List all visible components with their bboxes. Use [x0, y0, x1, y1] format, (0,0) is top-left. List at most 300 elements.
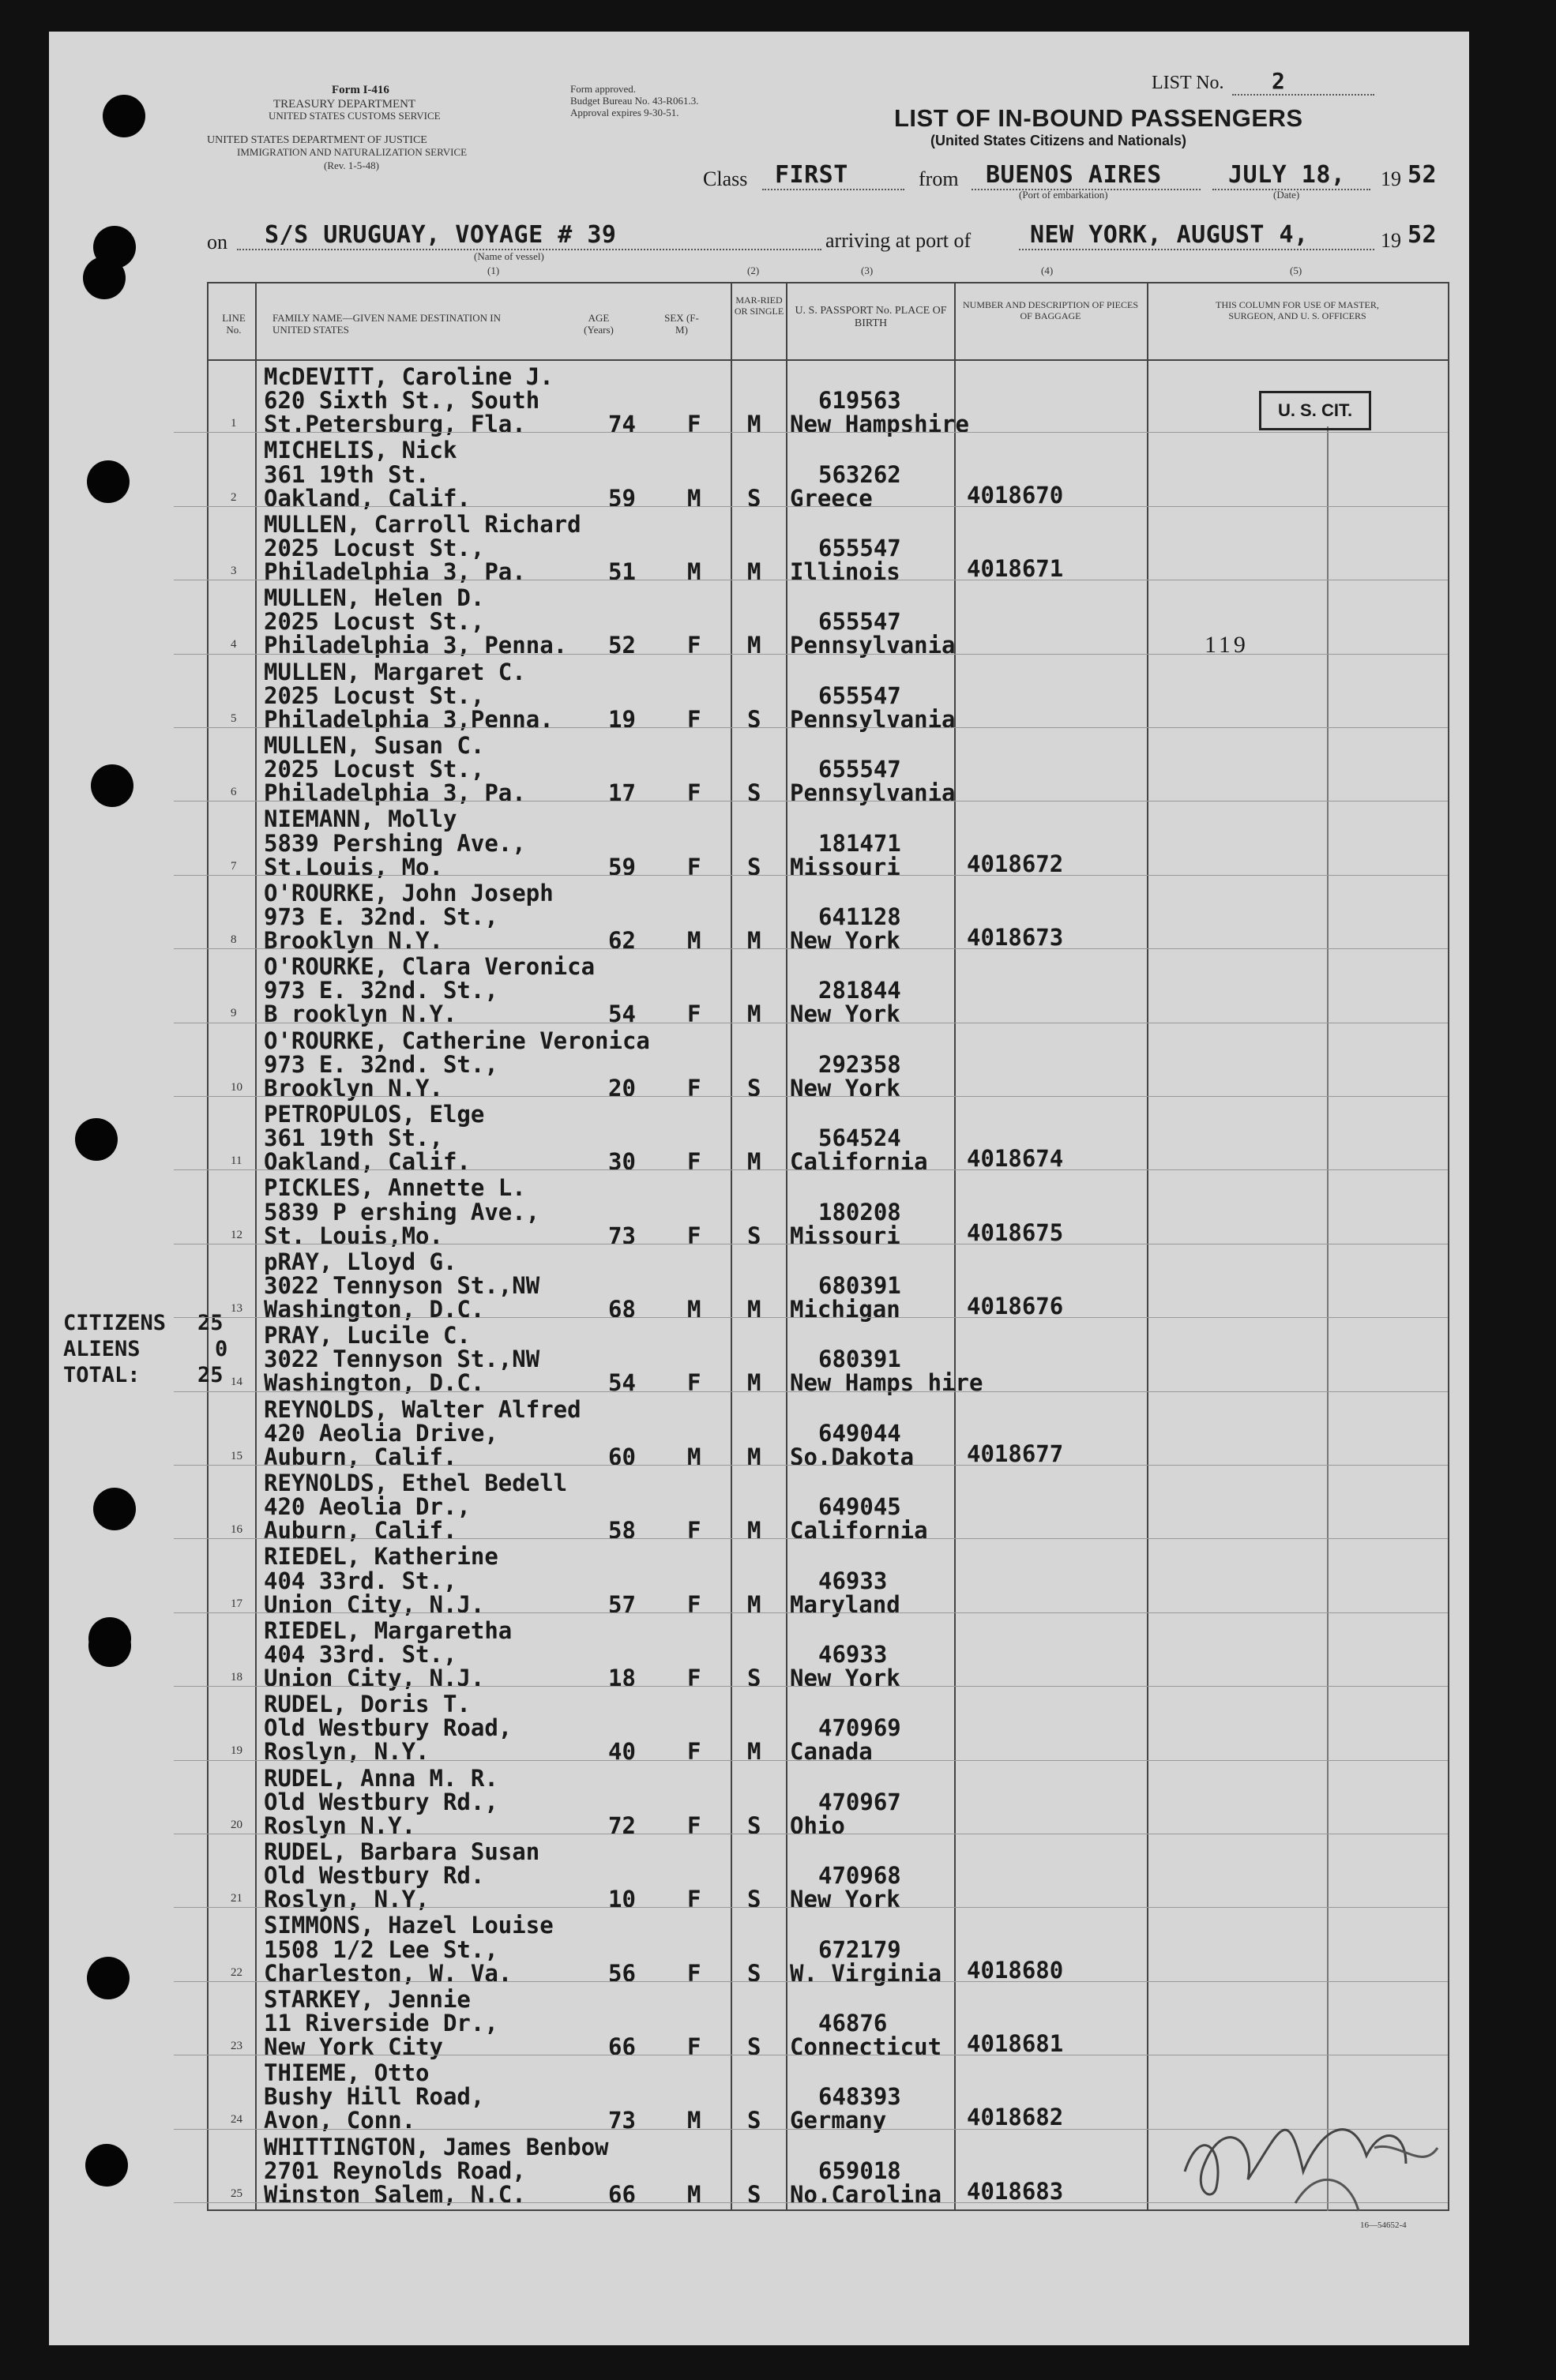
- departure-date: JULY 18,: [1212, 161, 1370, 190]
- passenger-address: 620 Sixth St., South: [264, 387, 540, 415]
- birth-place: Ohio: [790, 1811, 845, 1839]
- passenger-address: 361 19th St.,: [264, 1124, 443, 1152]
- passenger-marital: S: [747, 2107, 761, 2134]
- line-number: 11: [231, 1154, 242, 1168]
- col-header-baggage: NUMBER AND DESCRIPTION OF PIECES OF BAGGAGE: [962, 299, 1139, 321]
- approval-line-2: Budget Bureau No. 43-R061.3.: [570, 95, 699, 107]
- passenger-marital: S: [747, 1222, 761, 1249]
- arrival-year-prefix: 19: [1381, 229, 1401, 252]
- col-divider-line: [255, 282, 257, 2211]
- port-embarkation: BUENOS AIRES: [972, 161, 1201, 190]
- passenger-address: 973 E. 32nd. St.,: [264, 1050, 498, 1078]
- birth-place: New York: [790, 1074, 900, 1102]
- row-divider: [174, 1612, 1448, 1613]
- passenger-sex: F: [687, 1148, 701, 1176]
- passenger-age: 56: [608, 1959, 636, 1987]
- birth-place: Connecticut: [790, 2033, 942, 2061]
- line-number: 24: [231, 2113, 242, 2127]
- from-label: from: [919, 167, 959, 190]
- passenger-name: WHITTINGTON, James Benbow: [264, 2133, 609, 2160]
- passenger-name: MULLEN, Margaret C.: [264, 658, 526, 685]
- passenger-city: Philadelphia 3, Pa.: [264, 558, 526, 586]
- baggage-number: 4018670: [967, 481, 1064, 509]
- citizens-label: CITIZENS: [63, 1311, 167, 1335]
- binder-hole: [83, 257, 126, 299]
- birth-place: Pennsylvania: [790, 779, 956, 807]
- vessel-name: S/S URUGUAY, VOYAGE # 39: [237, 221, 821, 250]
- passenger-marital: S: [747, 2033, 761, 2061]
- line-number: 18: [231, 1671, 242, 1684]
- birth-place: Pennsylvania: [790, 632, 956, 659]
- row-divider: [174, 727, 1448, 728]
- baggage-number: 4018683: [967, 2177, 1064, 2205]
- table-top-border: [207, 282, 1449, 283]
- birth-place: New York: [790, 927, 900, 955]
- col-header-married: MAR-RIED OR SINGLE: [734, 295, 784, 317]
- passenger-marital: S: [747, 1074, 761, 1102]
- passenger-name: REYNOLDS, Ethel Bedell: [264, 1470, 568, 1496]
- passenger-name: PETROPULOS, Elge: [264, 1101, 485, 1128]
- birth-place: Pennsylvania: [790, 705, 956, 733]
- officer-signature: [1169, 2053, 1469, 2219]
- line-number: 21: [231, 1892, 242, 1905]
- col-header-age: AGE (Years): [584, 312, 614, 336]
- baggage-number: 4018675: [967, 1218, 1064, 1246]
- line-number: 22: [231, 1965, 242, 1979]
- passenger-name: RUDEL, Anna M. R.: [264, 1764, 498, 1792]
- binder-hole: [87, 1957, 130, 1999]
- passenger-age: 60: [608, 1443, 636, 1470]
- passenger-address: 1508 1/2 Lee St.,: [264, 1935, 498, 1963]
- form-number: Form I-416: [332, 84, 389, 96]
- passport-number: 655547: [818, 681, 901, 709]
- row-divider: [174, 1760, 1448, 1761]
- line-number: 13: [231, 1302, 242, 1316]
- passport-number: 563262: [818, 460, 901, 488]
- col-num-5: (5): [1290, 265, 1302, 276]
- baggage-number: 4018676: [967, 1293, 1064, 1320]
- col-header-passport: U. S. PASSPORT No. PLACE OF BIRTH: [795, 305, 947, 330]
- passenger-city: Charleston, W. Va.: [264, 1959, 513, 1987]
- aliens-label: ALIENS: [63, 1337, 141, 1361]
- passenger-age: 17: [608, 779, 636, 807]
- passenger-sex: F: [687, 1074, 701, 1102]
- birth-place: No.Carolina: [790, 2180, 942, 2208]
- passenger-sex: F: [687, 411, 701, 438]
- baggage-number: 4018672: [967, 850, 1064, 877]
- passenger-marital: M: [747, 1000, 761, 1028]
- form-title: LIST OF IN-BOUND PASSENGERS: [894, 104, 1303, 132]
- line-number: 25: [231, 2187, 242, 2200]
- passport-number: 655547: [818, 534, 901, 561]
- passenger-address: 11 Riverside Dr.,: [264, 2009, 498, 2037]
- passenger-age: 59: [608, 853, 636, 880]
- ins-service: IMMIGRATION AND NATURALIZATION SERVICE: [237, 146, 468, 158]
- passenger-name: REYNOLDS, Walter Alfred: [264, 1395, 581, 1423]
- passenger-sex: F: [687, 1665, 701, 1692]
- passenger-address: 5839 P ershing Ave.,: [264, 1198, 540, 1226]
- row-divider: [174, 1169, 1448, 1170]
- on-label: on: [207, 231, 227, 253]
- justice-dept: UNITED STATES DEPARTMENT OF JUSTICE: [207, 134, 427, 146]
- passenger-name: O'ROURKE, Clara Veronica: [264, 953, 596, 981]
- passenger-city: St. Louis,Mo.: [264, 1222, 443, 1249]
- col-header-name: FAMILY NAME—GIVEN NAME DESTINATION IN UNITED STATES: [272, 312, 502, 336]
- birth-place: Michigan: [790, 1296, 900, 1323]
- passenger-sex: F: [687, 1222, 701, 1249]
- passenger-city: Roslyn, N.Y.: [264, 1738, 430, 1766]
- birth-place: Missouri: [790, 1222, 900, 1249]
- birth-place: California: [790, 1517, 928, 1545]
- passport-number: 655547: [818, 756, 901, 783]
- passenger-name: RUDEL, Doris T.: [264, 1691, 471, 1718]
- passenger-age: 54: [608, 1369, 636, 1397]
- line-number: 12: [231, 1228, 242, 1241]
- binder-hole: [91, 764, 133, 807]
- col-header-officers: THIS COLUMN FOR USE OF MASTER, SURGEON, AND U. S. OFFICERS: [1216, 299, 1379, 321]
- passport-number: 470969: [818, 1714, 901, 1742]
- passenger-sex: F: [687, 1886, 701, 1913]
- passenger-sex: F: [687, 1590, 701, 1618]
- passenger-age: 54: [608, 1000, 636, 1028]
- passenger-marital: M: [747, 1369, 761, 1397]
- birth-place: New York: [790, 1665, 900, 1692]
- passenger-marital: M: [747, 1443, 761, 1470]
- passenger-address: 973 E. 32nd. St.,: [264, 903, 498, 930]
- passenger-marital: M: [747, 927, 761, 955]
- binder-hole: [75, 1118, 118, 1161]
- passenger-address: 2025 Locust St.,: [264, 608, 485, 636]
- passport-number: 680391: [818, 1271, 901, 1299]
- vessel-col-num: (1): [487, 265, 500, 276]
- passport-number: 180208: [818, 1198, 901, 1226]
- passenger-age: 74: [608, 411, 636, 438]
- passenger-age: 19: [608, 705, 636, 733]
- row-divider: [174, 948, 1448, 949]
- table-right-border: [1448, 282, 1449, 2211]
- line-number: 8: [231, 933, 237, 947]
- passenger-city: Oakland, Calif.: [264, 484, 471, 512]
- row-divider: [174, 1981, 1448, 1982]
- line-number: 14: [231, 1376, 242, 1389]
- baggage-number: 4018671: [967, 555, 1064, 583]
- col-num-4: (4): [1041, 265, 1054, 276]
- line-number: 6: [231, 786, 237, 799]
- passenger-name: MICHELIS, Nick: [264, 437, 457, 464]
- birth-place: Missouri: [790, 853, 900, 880]
- passenger-city: Auburn, Calif.: [264, 1517, 457, 1545]
- passenger-age: 72: [608, 1811, 636, 1839]
- passenger-name: NIEMANN, Molly: [264, 805, 457, 833]
- passenger-name: SIMMONS, Hazel Louise: [264, 1912, 554, 1939]
- baggage-number: 4018674: [967, 1145, 1064, 1173]
- birth-place: Canada: [790, 1738, 873, 1766]
- birth-place: Germany: [790, 2107, 887, 2134]
- row-divider: [174, 654, 1448, 655]
- passenger-sex: M: [687, 558, 701, 586]
- passenger-name: O'ROURKE, Catherine Veronica: [264, 1027, 650, 1054]
- passenger-sex: F: [687, 2033, 701, 2061]
- row-divider: [174, 1317, 1448, 1318]
- birth-place: New Hamps hire: [790, 1369, 983, 1397]
- birth-place: Greece: [790, 484, 873, 512]
- passenger-sex: F: [687, 779, 701, 807]
- passenger-marital: S: [747, 2180, 761, 2208]
- arrival-year-suffix: 52: [1408, 221, 1438, 249]
- passenger-sex: F: [687, 1811, 701, 1839]
- birth-place: Illinois: [790, 558, 900, 586]
- officer-note: 119: [1205, 632, 1249, 658]
- year-prefix: 19: [1381, 167, 1401, 190]
- passenger-address: 2025 Locust St.,: [264, 681, 485, 709]
- passenger-sex: F: [687, 1738, 701, 1766]
- baggage-number: 4018677: [967, 1440, 1064, 1467]
- row-divider: [174, 1465, 1448, 1466]
- passenger-address: 2701 Reynolds Road,: [264, 2157, 526, 2184]
- passenger-sex: M: [687, 1296, 701, 1323]
- birth-place: New York: [790, 1886, 900, 1913]
- row-divider: [174, 432, 1448, 433]
- binder-hole: [85, 2144, 128, 2187]
- passenger-name: MULLEN, Helen D.: [264, 584, 485, 612]
- passenger-name: PICKLES, Annette L.: [264, 1174, 526, 1202]
- footer-code: 16—54652-4: [1360, 2220, 1407, 2230]
- passenger-city: St.Louis, Mo.: [264, 853, 443, 880]
- table-left-border: [207, 282, 209, 2211]
- birth-place: So.Dakota: [790, 1443, 915, 1470]
- list-no-label: LIST No.: [1152, 73, 1224, 93]
- passenger-city: Roslyn, N.Y,: [264, 1886, 430, 1913]
- citizens-count: 25: [197, 1311, 224, 1335]
- row-divider: [174, 1391, 1448, 1392]
- passport-number: 659018: [818, 2157, 901, 2184]
- aliens-count: 0: [215, 1337, 228, 1361]
- line-number: 4: [231, 638, 237, 651]
- passenger-name: O'ROURKE, John Joseph: [264, 879, 554, 907]
- line-number: 7: [231, 859, 237, 873]
- header-bottom-border: [207, 359, 1449, 361]
- passenger-address: 973 E. 32nd. St.,: [264, 977, 498, 1004]
- passenger-marital: M: [747, 411, 761, 438]
- passenger-address: 5839 Pershing Ave.,: [264, 829, 526, 857]
- passport-number: 470968: [818, 1862, 901, 1890]
- row-divider: [174, 506, 1448, 507]
- passenger-marital: M: [747, 1738, 761, 1766]
- passenger-city: Union City, N.J.: [264, 1665, 485, 1692]
- binder-hole: [87, 460, 130, 503]
- us-citizen-stamp: U. S. CIT.: [1259, 391, 1371, 430]
- passport-number: 46933: [818, 1640, 888, 1668]
- passenger-age: 40: [608, 1738, 636, 1766]
- passenger-marital: M: [747, 558, 761, 586]
- passenger-sex: F: [687, 632, 701, 659]
- approval-line-1: Form approved.: [570, 83, 637, 95]
- passenger-age: 68: [608, 1296, 636, 1323]
- passport-number: 649044: [818, 1419, 901, 1447]
- passenger-address: Old Westbury Road,: [264, 1714, 513, 1742]
- passenger-city: Washington, D.C.: [264, 1369, 485, 1397]
- passenger-address: 2025 Locust St.,: [264, 756, 485, 783]
- passport-number: 641128: [818, 903, 901, 930]
- passenger-name: PRAY, Lucile C.: [264, 1322, 471, 1350]
- vessel-caption: (Name of vessel): [474, 250, 544, 262]
- passenger-marital: S: [747, 1665, 761, 1692]
- passport-number: 46933: [818, 1567, 888, 1594]
- passenger-marital: S: [747, 1886, 761, 1913]
- passenger-name: MULLEN, Carroll Richard: [264, 510, 581, 538]
- passenger-sex: F: [687, 1000, 701, 1028]
- passport-number: 672179: [818, 1935, 901, 1963]
- total-count: 25: [197, 1363, 224, 1387]
- manifest-page: [49, 32, 1469, 2345]
- passenger-address: Old Westbury Rd.: [264, 1862, 485, 1890]
- passport-number: 564524: [818, 1124, 901, 1152]
- passport-number: 470967: [818, 1788, 901, 1815]
- passenger-city: Winston Salem, N.C.: [264, 2180, 526, 2208]
- passenger-age: 66: [608, 2033, 636, 2061]
- passenger-age: 57: [608, 1590, 636, 1618]
- passenger-city: New York City: [264, 2033, 443, 2061]
- passport-number: 181471: [818, 829, 901, 857]
- birth-place: California: [790, 1148, 928, 1176]
- baggage-number: 4018681: [967, 2030, 1064, 2058]
- col-divider-passport: [786, 282, 787, 2211]
- line-number: 20: [231, 1818, 242, 1831]
- birth-place: Maryland: [790, 1590, 900, 1618]
- passenger-city: St.Petersburg, Fla.: [264, 411, 526, 438]
- class-label: Class: [703, 167, 748, 190]
- passenger-marital: S: [747, 779, 761, 807]
- passport-number: 46876: [818, 2009, 888, 2037]
- passport-number: 281844: [818, 977, 901, 1004]
- passenger-age: 30: [608, 1148, 636, 1176]
- passenger-age: 18: [608, 1665, 636, 1692]
- passenger-marital: M: [747, 1590, 761, 1618]
- passenger-address: 404 33rd. St.,: [264, 1567, 457, 1594]
- birth-place: W. Virginia: [790, 1959, 942, 1987]
- passenger-age: 20: [608, 1074, 636, 1102]
- passenger-address: 404 33rd. St.,: [264, 1640, 457, 1668]
- passenger-name: RIEDEL, Katherine: [264, 1543, 498, 1571]
- approval-line-3: Approval expires 9-30-51.: [570, 107, 679, 118]
- passenger-address: 420 Aeolia Dr.,: [264, 1493, 471, 1521]
- class-value: FIRST: [762, 161, 904, 190]
- arrival-port-date: NEW YORK, AUGUST 4,: [1019, 221, 1374, 250]
- passenger-age: 51: [608, 558, 636, 586]
- line-number: 1: [231, 417, 237, 430]
- passenger-city: Brooklyn N.Y.: [264, 1074, 443, 1102]
- passenger-name: MULLEN, Susan C.: [264, 732, 485, 759]
- passenger-name: THIEME, Otto: [264, 2059, 430, 2087]
- officers-inner-line: [1327, 426, 1329, 2211]
- row-divider: [174, 875, 1448, 876]
- passenger-sex: M: [687, 484, 701, 512]
- binder-hole: [93, 1488, 136, 1530]
- passport-number: 655547: [818, 608, 901, 636]
- passenger-age: 59: [608, 484, 636, 512]
- passenger-address: 361 19th St.: [264, 460, 430, 488]
- treasury-dept: TREASURY DEPARTMENT: [273, 98, 416, 111]
- col-num-3: (3): [861, 265, 874, 276]
- row-divider: [174, 1907, 1448, 1908]
- passport-number: 649045: [818, 1493, 901, 1521]
- baggage-number: 4018680: [967, 1956, 1064, 1984]
- line-number: 16: [231, 1523, 242, 1537]
- year-suffix: 52: [1408, 161, 1438, 189]
- col-divider-married: [731, 282, 732, 2211]
- passenger-marital: S: [747, 1811, 761, 1839]
- passenger-marital: M: [747, 1148, 761, 1176]
- passenger-sex: F: [687, 705, 701, 733]
- arriving-label: arriving at port of: [825, 229, 972, 252]
- passenger-name: pRAY, Lloyd G.: [264, 1248, 457, 1275]
- passenger-age: 62: [608, 927, 636, 955]
- passport-number: 292358: [818, 1050, 901, 1078]
- passenger-name: RUDEL, Barbara Susan: [264, 1838, 540, 1865]
- list-no-value: 2: [1232, 68, 1374, 96]
- passenger-city: Brooklyn N.Y.: [264, 927, 443, 955]
- passenger-city: Philadelphia 3,Penna.: [264, 705, 554, 733]
- port-embarkation-caption: (Port of embarkation): [1019, 189, 1108, 201]
- passenger-address: 3022 Tennyson St.,NW: [264, 1346, 540, 1373]
- birth-place: New Hampshire: [790, 411, 969, 438]
- col-header-line: LINE No.: [222, 312, 246, 336]
- col-header-sex: SEX (F-M): [664, 312, 699, 336]
- line-number: 19: [231, 1744, 242, 1758]
- passenger-age: 73: [608, 1222, 636, 1249]
- passenger-address: Bushy Hill Road,: [264, 2083, 485, 2111]
- passenger-name: STARKEY, Jennie: [264, 1985, 471, 2013]
- row-divider: [174, 1686, 1448, 1687]
- form-subtitle: (United States Citizens and Nationals): [930, 133, 1187, 148]
- passenger-city: Philadelphia 3, Pa.: [264, 779, 526, 807]
- col-divider-baggage: [954, 282, 956, 2211]
- passenger-age: 73: [608, 2107, 636, 2134]
- passport-number: 619563: [818, 387, 901, 415]
- passenger-sex: F: [687, 1959, 701, 1987]
- birth-place: New York: [790, 1000, 900, 1028]
- passenger-marital: S: [747, 1959, 761, 1987]
- passenger-marital: M: [747, 632, 761, 659]
- passenger-city: Philadelphia 3, Penna.: [264, 632, 568, 659]
- line-number: 15: [231, 1449, 242, 1462]
- line-number: 9: [231, 1007, 237, 1020]
- baggage-number: 4018682: [967, 2104, 1064, 2131]
- passenger-name: McDEVITT, Caroline J.: [264, 363, 554, 390]
- passenger-marital: S: [747, 853, 761, 880]
- line-number: 3: [231, 565, 237, 578]
- passenger-city: B rooklyn N.Y.: [264, 1000, 457, 1028]
- passenger-sex: M: [687, 1443, 701, 1470]
- passenger-marital: M: [747, 1517, 761, 1545]
- passenger-marital: M: [747, 1296, 761, 1323]
- passenger-city: Washington, D.C.: [264, 1296, 485, 1323]
- total-label: TOTAL:: [63, 1363, 141, 1387]
- baggage-number: 4018673: [967, 924, 1064, 952]
- passenger-sex: F: [687, 1369, 701, 1397]
- date-caption: (Date): [1273, 189, 1300, 201]
- line-number: 5: [231, 711, 237, 725]
- passenger-sex: M: [687, 927, 701, 955]
- passenger-city: Roslyn N.Y.: [264, 1811, 416, 1839]
- binder-hole: [103, 95, 145, 137]
- row-divider: [174, 1096, 1448, 1097]
- col-num-2: (2): [747, 265, 760, 276]
- passenger-address: 420 Aeolia Drive,: [264, 1419, 498, 1447]
- customs-service: UNITED STATES CUSTOMS SERVICE: [269, 110, 441, 122]
- passenger-sex: F: [687, 853, 701, 880]
- passenger-sex: M: [687, 2180, 701, 2208]
